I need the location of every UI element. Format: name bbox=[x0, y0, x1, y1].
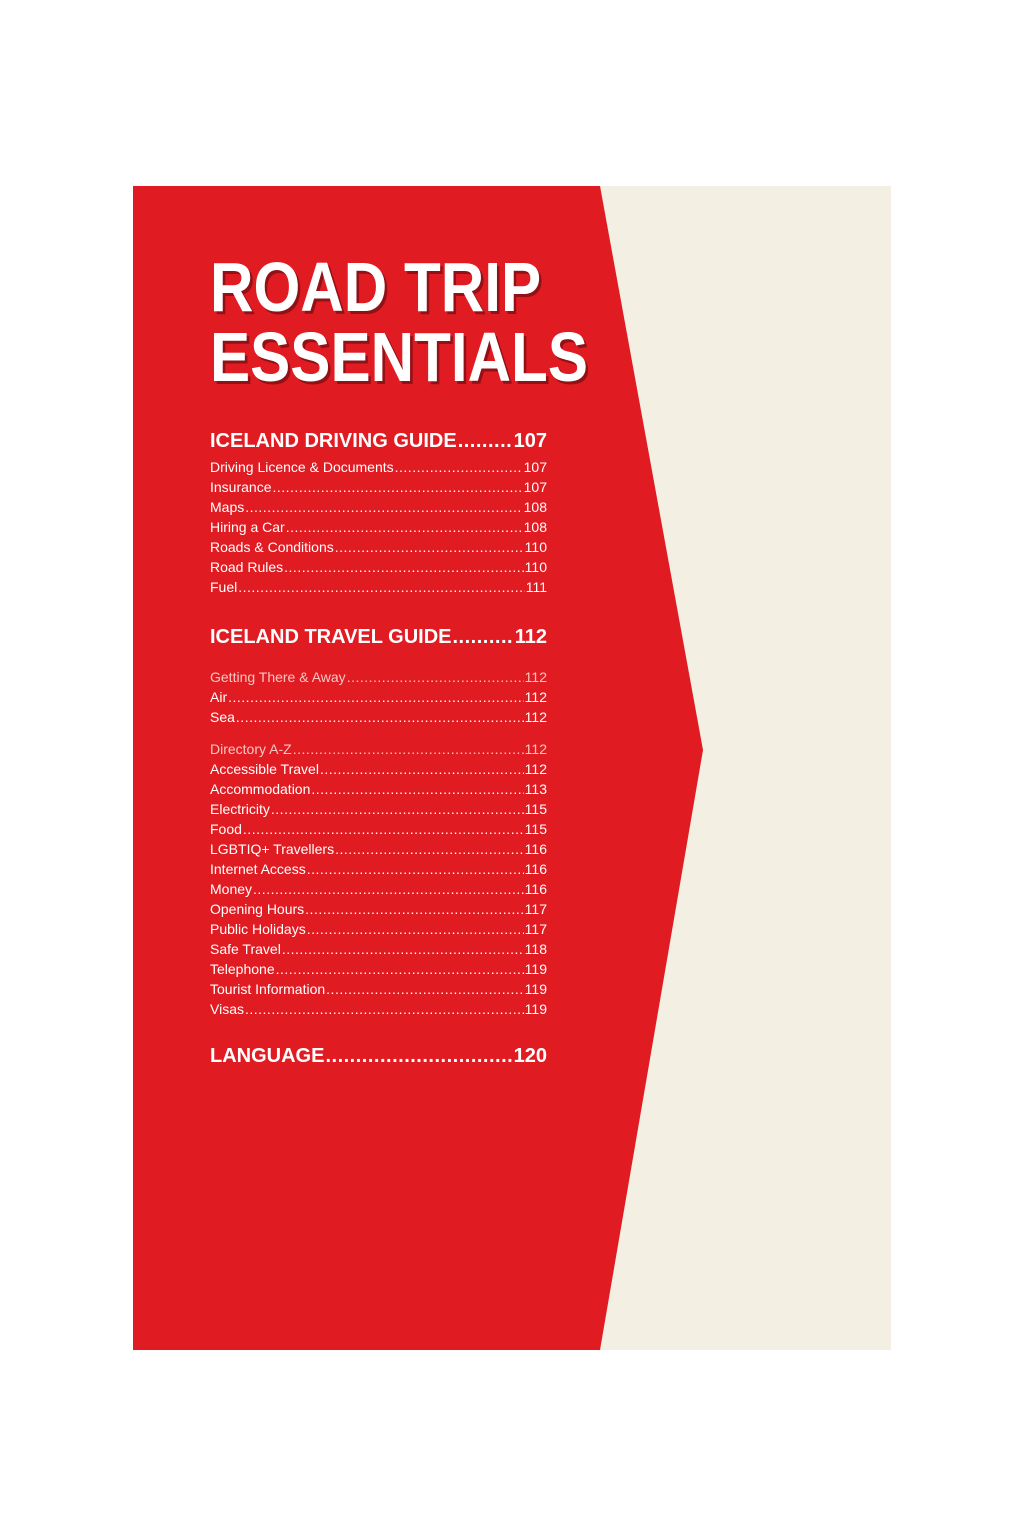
toc-item-label: Telephone bbox=[210, 961, 275, 977]
toc-item-label: Safe Travel bbox=[210, 941, 281, 957]
toc-page-number: 117 bbox=[524, 921, 547, 937]
leader-dots bbox=[271, 799, 524, 819]
toc-item-money[interactable] bbox=[210, 879, 547, 899]
toc-item-insurance[interactable] bbox=[210, 477, 547, 497]
toc-subheading-directory[interactable] bbox=[210, 739, 547, 759]
toc-page-number: 120 bbox=[513, 1045, 547, 1067]
toc-page-number: 110 bbox=[524, 559, 547, 575]
toc-item-label: Roads & Conditions bbox=[210, 539, 334, 555]
leader-dots bbox=[276, 959, 524, 979]
toc-subheading-getting-there[interactable] bbox=[210, 667, 547, 687]
toc-item-driving-licence[interactable] bbox=[210, 457, 547, 477]
leader-dots bbox=[347, 667, 524, 687]
toc-heading-language[interactable] bbox=[210, 1045, 547, 1067]
toc-item-label: Public Holidays bbox=[210, 921, 306, 937]
toc-item-safe-travel[interactable] bbox=[210, 939, 547, 959]
leader-dots bbox=[326, 979, 524, 999]
toc-item-label: LGBTIQ+ Travellers bbox=[210, 841, 335, 857]
toc-page-number: 107 bbox=[523, 459, 547, 475]
leader-dots bbox=[293, 739, 524, 759]
toc-item-air[interactable] bbox=[210, 687, 547, 707]
toc-page-number: 115 bbox=[524, 801, 547, 817]
toc-item-label: Electricity bbox=[210, 801, 270, 817]
toc-page-number: 116 bbox=[524, 841, 547, 857]
chapter-title bbox=[210, 248, 588, 396]
leader-dots bbox=[307, 859, 524, 879]
toc-page-number: 107 bbox=[523, 479, 547, 495]
leader-dots bbox=[395, 457, 523, 477]
toc-page-number: 113 bbox=[524, 781, 547, 797]
leader-dots bbox=[325, 1045, 512, 1067]
toc-item-electricity[interactable] bbox=[210, 799, 547, 819]
toc-item-telephone[interactable] bbox=[210, 959, 547, 979]
toc-item-label: Driving Licence & Documents bbox=[210, 459, 394, 475]
toc-item-opening-hours[interactable] bbox=[210, 899, 547, 919]
leader-dots bbox=[238, 577, 524, 597]
leader-dots bbox=[335, 839, 524, 859]
toc-item-hiring-a-car[interactable] bbox=[210, 517, 547, 537]
leader-dots bbox=[236, 707, 524, 727]
toc-item-internet-access[interactable] bbox=[210, 859, 547, 879]
toc-page-number: 112 bbox=[524, 669, 547, 685]
toc-page-number: 112 bbox=[524, 709, 547, 725]
toc-heading-label: LANGUAGE bbox=[210, 1045, 325, 1067]
toc-language-section bbox=[210, 1045, 547, 1067]
leader-dots bbox=[453, 626, 514, 648]
toc-driving-section bbox=[210, 430, 547, 597]
toc-item-roads-conditions[interactable] bbox=[210, 537, 547, 557]
toc-subheading-label: Directory A-Z bbox=[210, 741, 292, 757]
toc-item-label: Fuel bbox=[210, 579, 238, 595]
toc-item-label: Visas bbox=[210, 1001, 244, 1017]
toc-page-number: 110 bbox=[524, 539, 547, 555]
leader-dots bbox=[311, 779, 523, 799]
leader-dots bbox=[305, 899, 524, 919]
toc-item-fuel[interactable] bbox=[210, 577, 547, 597]
toc-page-number: 112 bbox=[524, 741, 547, 757]
toc-page-number: 115 bbox=[524, 821, 547, 837]
leader-dots bbox=[228, 687, 524, 707]
toc-item-label: Insurance bbox=[210, 479, 272, 495]
toc-page-number: 119 bbox=[524, 1001, 547, 1017]
toc-heading-label: ICELAND DRIVING GUIDE bbox=[210, 430, 457, 452]
toc-page-number: 119 bbox=[524, 981, 547, 997]
toc-item-accessible-travel[interactable] bbox=[210, 759, 547, 779]
toc-item-label: Internet Access bbox=[210, 861, 306, 877]
toc-item-visas[interactable] bbox=[210, 999, 547, 1019]
toc-item-accommodation[interactable] bbox=[210, 779, 547, 799]
leader-dots bbox=[272, 477, 522, 497]
toc-item-sea[interactable] bbox=[210, 707, 547, 727]
leader-dots bbox=[243, 819, 524, 839]
toc-item-label: Air bbox=[210, 689, 228, 705]
toc-item-public-holidays[interactable] bbox=[210, 919, 547, 939]
toc-item-label: Maps bbox=[210, 499, 245, 515]
toc-item-label: Opening Hours bbox=[210, 901, 305, 917]
toc-subheading-label: Getting There & Away bbox=[210, 669, 346, 685]
leader-dots bbox=[286, 517, 523, 537]
leader-dots bbox=[245, 497, 522, 517]
toc-page-number: 107 bbox=[513, 430, 547, 452]
toc-page-number: 116 bbox=[524, 861, 547, 877]
toc-item-label: Hiring a Car bbox=[210, 519, 285, 535]
toc-page-number: 112 bbox=[514, 626, 547, 648]
toc-page-number: 108 bbox=[523, 499, 547, 515]
chapter-title-line-2: ESSENTIALS bbox=[210, 318, 588, 396]
leader-dots bbox=[458, 430, 513, 452]
toc-item-food[interactable] bbox=[210, 819, 547, 839]
leader-dots bbox=[245, 999, 524, 1019]
chapter-panel bbox=[133, 186, 891, 1350]
toc-item-tourist-information[interactable] bbox=[210, 979, 547, 999]
toc-heading-label: ICELAND TRAVEL GUIDE bbox=[210, 626, 452, 648]
toc-item-label: Food bbox=[210, 821, 242, 837]
toc-item-maps[interactable] bbox=[210, 497, 547, 517]
leader-dots bbox=[335, 537, 524, 557]
toc-page-number: 108 bbox=[523, 519, 547, 535]
toc-item-road-rules[interactable] bbox=[210, 557, 547, 577]
toc-page-number: 111 bbox=[525, 579, 547, 595]
toc-item-label: Road Rules bbox=[210, 559, 284, 575]
leader-dots bbox=[282, 939, 524, 959]
toc-item-label: Money bbox=[210, 881, 253, 897]
leader-dots bbox=[320, 759, 524, 779]
toc-heading-driving[interactable] bbox=[210, 430, 547, 452]
toc-item-lgbtiq-travellers[interactable] bbox=[210, 839, 547, 859]
toc-page-number: 118 bbox=[524, 941, 547, 957]
chapter-title-line-1: ROAD TRIP bbox=[210, 248, 542, 326]
toc-page-number: 112 bbox=[524, 689, 547, 705]
leader-dots bbox=[284, 557, 524, 577]
toc-item-label: Tourist Information bbox=[210, 981, 326, 997]
leader-dots bbox=[307, 919, 524, 939]
toc-page-number: 119 bbox=[524, 961, 547, 977]
toc-page-number: 112 bbox=[524, 761, 547, 777]
toc-travel-section bbox=[210, 626, 547, 1019]
toc-item-label: Accessible Travel bbox=[210, 761, 319, 777]
toc-item-label: Sea bbox=[210, 709, 235, 725]
toc-heading-travel[interactable] bbox=[210, 626, 547, 648]
toc-page-number: 116 bbox=[524, 881, 547, 897]
toc-page-number: 117 bbox=[524, 901, 547, 917]
leader-dots bbox=[253, 879, 524, 899]
toc-item-label: Accommodation bbox=[210, 781, 311, 797]
